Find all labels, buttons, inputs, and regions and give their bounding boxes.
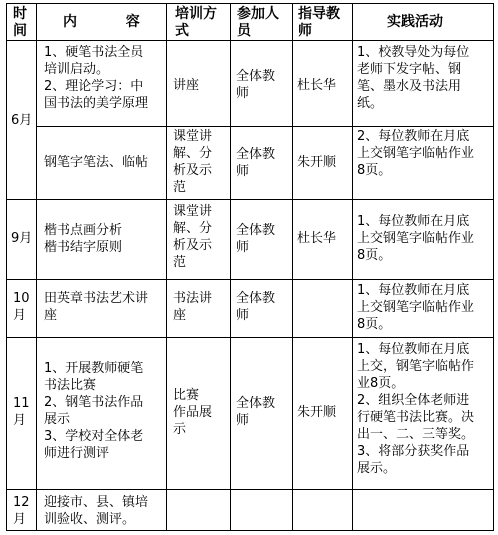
row-5-content: 1、开展教师硬笔 书法比赛 2、钢笔书法作品 展示 3、学校对全体老 师进行测评 (44, 361, 144, 461)
row-2-practice: 2、每位教师在月底 上交钢笔字临帖作业 8页。 (357, 129, 475, 178)
header-time: 时 间 (13, 6, 27, 39)
row-2-method: 课堂讲 解、分 析及示 范 (173, 129, 213, 195)
row-6-content: 迎接市、县、镇培 训验收、测评。 (44, 495, 149, 527)
month-december: 12 月 (13, 495, 30, 527)
month-october: 10 月 (13, 291, 30, 323)
row-3-practice: 1、每位教师在月底 上交钢笔字临帖作业 8页。 (357, 214, 475, 263)
row-3-method: 课堂讲 解、分 析及示 范 (173, 204, 213, 270)
grid-line (7, 199, 493, 200)
row-4-content: 田英章书法艺术讲 座 (44, 291, 149, 323)
row-1-participants: 全体教 师 (236, 69, 276, 101)
grid-line (7, 40, 493, 41)
grid-line (36, 126, 493, 127)
row-5-practice: 1、每位教师在月底 上交，钢笔字临帖作 业8页。 2、组织全体老师进 行硬笔书法比赛。决 出一、二、三等奖。 3、将部分获奖作品 展示。 (357, 342, 475, 476)
grid-line (352, 4, 353, 530)
row-4-participants: 全体教 师 (236, 291, 276, 323)
row-5-participants: 全体教 师 (236, 396, 276, 428)
header-method: 培训方 式 (175, 6, 217, 39)
row-5-mentor: 朱开顺 (297, 405, 337, 420)
row-3-content: 楷书点画分析 楷书结字原则 (44, 223, 123, 255)
header-participants: 参加人 员 (237, 6, 279, 39)
row-5-method: 比赛 作品展 示 (173, 388, 213, 437)
row-1-content: 1、硬笔书法全员 培训启动。 2、理论学习：中 国书法的美学原理 (44, 45, 149, 111)
row-4-method: 书法讲 座 (173, 291, 213, 323)
grid-line (292, 4, 293, 530)
row-3-mentor: 杜长华 (297, 231, 337, 246)
grid-line (36, 4, 37, 530)
month-september: 9月 (11, 231, 33, 246)
header-mentor: 指导教 师 (298, 6, 340, 39)
grid-line (7, 279, 493, 280)
row-4-practice: 1、每位教师在月底 上交钢笔字临帖作业 8页。 (357, 283, 475, 332)
grid-line (7, 489, 493, 490)
month-june: 6月 (11, 113, 33, 128)
row-2-mentor: 朱开顺 (297, 155, 337, 170)
header-practice: 实践活动 (387, 14, 443, 30)
month-november: 11 月 (13, 396, 30, 428)
row-2-participants: 全体教 师 (236, 147, 276, 179)
row-1-mentor: 杜长华 (297, 78, 337, 93)
grid-line (166, 4, 167, 530)
row-1-practice: 1、校教导处为每位 老师下发字帖、钢 笔、墨水及书法用 纸。 (357, 45, 470, 111)
row-3-participants: 全体教 师 (236, 223, 276, 255)
header-content: 内 容 (63, 14, 140, 30)
grid-line (7, 337, 493, 338)
grid-line (230, 4, 231, 530)
row-1-method: 讲座 (173, 78, 200, 93)
training-schedule-table (6, 3, 494, 531)
row-2-content: 钢笔字笔法、临帖 (44, 155, 149, 170)
